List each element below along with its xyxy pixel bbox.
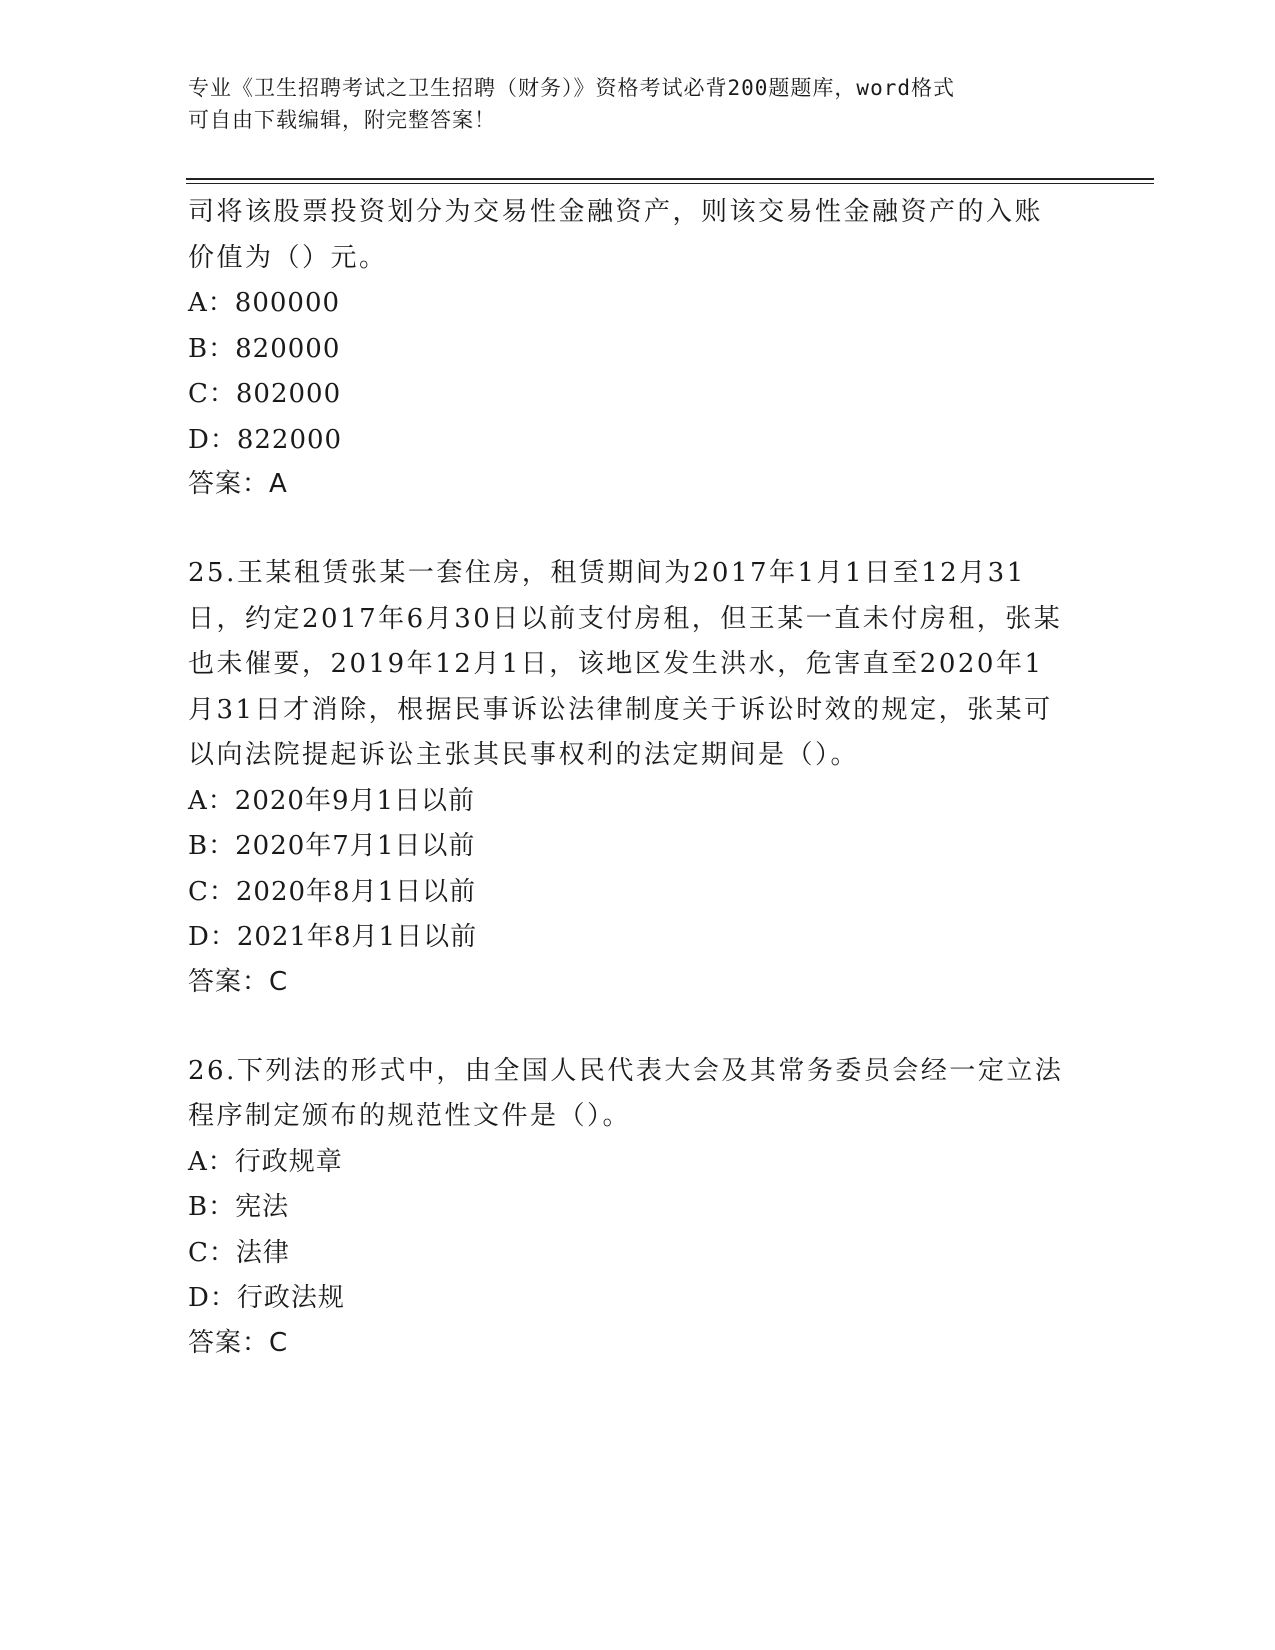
document-header: 专业《卫生招聘考试之卫生招聘（财务）》资格考试必背200题题库，word格式 可自由下载编辑，附完整答案！ [188, 76, 955, 132]
question-stem: 26.下列法的形式中，由全国人民代表大会及其常务委员会经一定立法程序制定颁布的规范性文件是（）。 [188, 1055, 1064, 1131]
option-d: D：行政法规 [188, 1283, 345, 1313]
spacer [188, 1003, 1068, 1049]
option-d: D：2021年8月1日以前 [188, 922, 478, 952]
header-divider-thick [186, 178, 1154, 180]
answer-line: 答案：C [188, 1327, 289, 1358]
question-stem: 司将该股票投资划分为交易性金融资产，则该交易性金融资产的入账价值为（）元。 [188, 197, 1044, 273]
option-b: B：宪法 [188, 1192, 290, 1222]
option-b: B：2020年7月1日以前 [188, 831, 476, 861]
question-26 [188, 1049, 1068, 1364]
header-divider-thin [186, 183, 1154, 184]
option-a: A：800000 [188, 288, 341, 318]
option-b: B：820000 [188, 333, 341, 364]
option-c: C：2020年8月1日以前 [188, 876, 477, 907]
question-24-continued [188, 190, 1068, 505]
spacer [188, 505, 1068, 551]
option-d: D：822000 [188, 424, 343, 455]
answer-line: 答案：A [188, 469, 288, 499]
option-c: C：802000 [188, 379, 342, 409]
question-25 [188, 551, 1068, 1003]
option-c: C：法律 [188, 1237, 290, 1268]
question-list [188, 190, 1068, 1364]
option-a: A：2020年9月1日以前 [188, 785, 476, 816]
answer-line: 答案：C [188, 966, 289, 997]
question-stem: 25.王某租赁张某一套住房，租赁期间为2017年1月1日至12月31日，约定2017年6月30日以前支付房租，但王某一直未付房租，张某也未催要，2019年12月1日，该地区发生洪水，危害直至2020年1月31日才消除，根据民事诉讼法律制度关于诉讼时效的规定，张某可以向法院提起诉讼主张其民事权利的法定期间是（）。 [188, 558, 1063, 770]
option-a: A：行政规章 [188, 1146, 343, 1177]
